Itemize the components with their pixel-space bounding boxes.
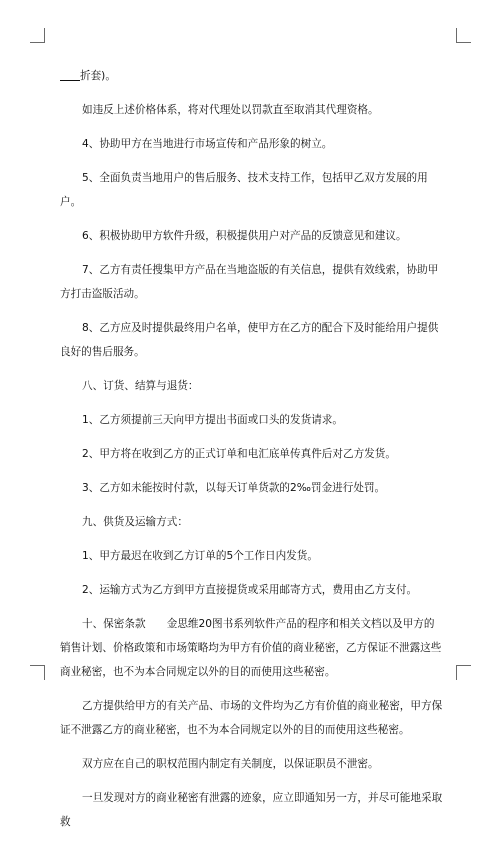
crop-mark-bottom-left (30, 665, 45, 680)
document-body (60, 64, 444, 844)
paragraph-confidentiality-4: 一旦发现对方的商业秘密有泄露的迹象，应立即通知另一方，并尽可能地采取救 (60, 792, 443, 828)
continuation-text: 折套)。 (80, 70, 116, 82)
crop-mark-top-right (456, 28, 471, 43)
crop-mark-top-left (30, 28, 45, 43)
section-confidentiality: 十、保密条款 金思维20图书系列软件产品的程序和相关文档以及甲方的销售计划、价格政策和市场策略均为甲方有价值的商业秘密，乙方保证不泄露这些商业秘密，也不为本合同规定以外的目的而使用这些秘密。 (60, 618, 442, 678)
paragraph-supply-1: 1、甲方最迟在收到乙方订单的5个工作日内发货。 (82, 550, 318, 562)
blank-underline (60, 68, 80, 81)
paragraph-confidentiality-2: 乙方提供给甲方的有关产品、市场的文件均为乙方有价值的商业秘密，甲方保证不泄露乙方的商业秘密，也不为本合同规定以外的目的而使用这些秘密。 (60, 700, 443, 736)
paragraph-continuation (60, 64, 444, 88)
paragraph-price-violation: 如违反上述价格体系，将对代理处以罚款直至取消其代理资格。 (82, 104, 379, 116)
paragraph-order-2: 2、甲方将在收到乙方的正式订单和电汇底单传真件后对乙方发货。 (82, 448, 396, 460)
crop-mark-bottom-right (456, 665, 471, 680)
paragraph-item-8: 8、乙方应及时提供最终用户名单，使甲方在乙方的配合下及时能给用户提供良好的售后服务。 (60, 322, 439, 358)
section-heading-8: 八、订货、结算与退货： (82, 380, 199, 392)
paragraph-order-1: 1、乙方须提前三天向甲方提出书面或口头的发货请求。 (82, 414, 343, 426)
paragraph-item-7: 7、乙方有责任搜集甲方产品在当地盗版的有关信息，提供有效线索，协助甲方打击盗版活动。 (60, 264, 439, 300)
paragraph-item-4: 4、协助甲方在当地进行市场宣传和产品形象的树立。 (82, 138, 333, 150)
paragraph-item-6: 6、积极协助甲方软件升级，积极提供用户对产品的反馈意见和建议。 (82, 230, 407, 242)
paragraph-supply-2: 2、运输方式为乙方到甲方直接提货或采用邮寄方式，费用由乙方支付。 (82, 584, 418, 596)
paragraph-confidentiality-3: 双方应在自己的职权范围内制定有关制度，以保证职员不泄密。 (82, 758, 379, 770)
section-heading-9: 九、供货及运输方式： (82, 516, 188, 528)
paragraph-order-3: 3、乙方如未能按时付款，以每天订单货款的2‰罚金进行处罚。 (82, 482, 386, 494)
paragraph-item-5: 5、全面负责当地用户的售后服务、技术支持工作，包括甲乙双方发展的用户。 (60, 172, 428, 208)
